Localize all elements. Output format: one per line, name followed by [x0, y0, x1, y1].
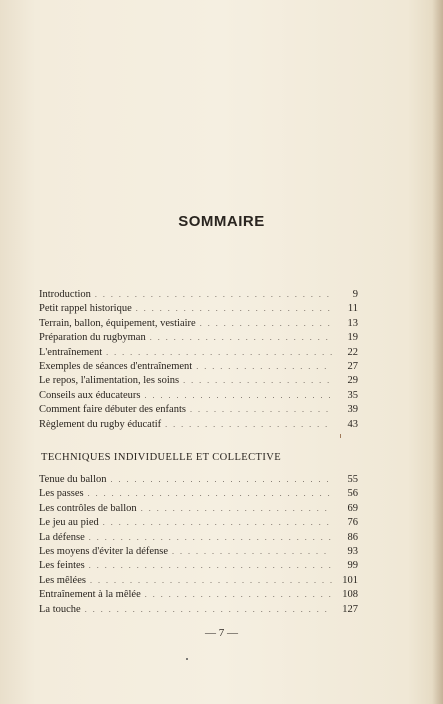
toc-entry-page: 56	[347, 488, 358, 500]
dot-leader	[165, 418, 332, 432]
dot-leader	[106, 346, 332, 360]
toc-entry	[39, 331, 358, 345]
toc-entry-label: Les mêlées	[39, 574, 86, 586]
toc-entry-page: 13	[347, 317, 358, 329]
toc-entry	[39, 403, 358, 417]
toc-entry-page: 35	[347, 389, 358, 401]
toc-entry-page: 108	[342, 589, 358, 601]
toc-entry-label: Les moyens d'éviter la défense	[39, 545, 169, 557]
toc-entry	[39, 487, 358, 501]
toc-entry-label: Conseils aux éducateurs	[39, 389, 141, 401]
toc-entry-page: 99	[347, 560, 358, 572]
toc-entry	[39, 531, 358, 545]
toc-entry	[39, 473, 358, 487]
toc-entry-page: 101	[342, 574, 358, 586]
toc-entry-label: Le jeu au pied	[39, 517, 99, 529]
toc-entry-label: Les feintes	[39, 560, 85, 572]
toc-entry	[39, 418, 358, 432]
dot-leader	[144, 389, 332, 403]
toc-entry-label: La défense	[39, 531, 85, 543]
page-number: — 7 —	[205, 627, 238, 639]
dot-leader	[88, 487, 332, 501]
toc-entry	[39, 360, 358, 374]
print-mark	[340, 434, 341, 438]
toc-entry-page: 43	[347, 418, 358, 430]
toc-entry-label: Les contrôles de ballon	[39, 502, 137, 514]
toc-entry	[39, 374, 358, 388]
dot-leader	[200, 317, 332, 331]
dot-leader	[196, 360, 332, 374]
toc-entry-label: La touche	[39, 603, 81, 615]
toc-entry-label: Règlement du rugby éducatif	[39, 418, 162, 430]
toc-entry-page: 27	[347, 360, 358, 372]
toc-entry	[39, 516, 358, 530]
dot-leader	[150, 331, 332, 345]
toc-entry-label: Comment faire débuter des enfants	[39, 404, 186, 416]
toc-entry-page: 29	[347, 375, 358, 387]
toc-entry	[39, 346, 358, 360]
toc-entry	[39, 288, 358, 302]
toc-entry-page: 69	[347, 502, 358, 514]
dot-leader	[136, 302, 332, 316]
toc-entry-page: 39	[347, 404, 358, 416]
toc-entry-page: 127	[342, 603, 358, 615]
dot-leader	[111, 473, 333, 487]
toc-entry	[39, 389, 358, 403]
toc-entry-label: Introduction	[39, 289, 91, 300]
toc-entry-label: L'entraînement	[39, 346, 103, 358]
toc-entry	[39, 574, 358, 588]
toc-entry-page: 76	[347, 517, 358, 529]
toc-entry	[39, 502, 358, 516]
toc-entry-page: 22	[347, 346, 358, 358]
dot-leader	[103, 516, 332, 530]
dot-leader	[85, 603, 332, 617]
toc-entry	[39, 302, 358, 316]
section-heading: TECHNIQUES INDIVIDUELLE ET COLLECTIVE	[41, 452, 282, 463]
toc-entry-label: Exemples de séances d'entraînement	[39, 360, 193, 372]
toc-entry-page: 55	[347, 474, 358, 485]
dot-leader	[89, 531, 332, 545]
toc-entry-page: 93	[347, 545, 358, 557]
toc-entry-page: 9	[352, 289, 358, 300]
toc-entry-page: 19	[347, 332, 358, 344]
print-speck	[186, 658, 188, 660]
toc-entry-label: Tenue du ballon	[39, 474, 107, 485]
toc-main-list	[39, 288, 358, 432]
toc-entry-label: Petit rappel historique	[39, 303, 132, 315]
dot-leader	[190, 403, 332, 417]
toc-entry	[39, 317, 358, 331]
dot-leader	[141, 502, 332, 516]
toc-entry	[39, 545, 358, 559]
dot-leader	[89, 559, 332, 573]
dot-leader	[95, 288, 332, 302]
toc-entry-label: Le repos, l'alimentation, les soins	[39, 375, 180, 387]
dot-leader	[90, 574, 332, 588]
dot-leader	[145, 588, 332, 602]
toc-entry-page: 11	[347, 303, 358, 315]
toc-entry-page: 86	[347, 531, 358, 543]
toc-techniques-list	[39, 473, 358, 617]
toc-entry	[39, 559, 358, 573]
toc-entry-label: Entraînement à la mêlée	[39, 589, 141, 601]
toc-entry-label: Les passes	[39, 488, 84, 500]
dot-leader	[183, 374, 332, 388]
page-title: SOMMAIRE	[178, 213, 265, 230]
toc-entry	[39, 603, 358, 617]
dot-leader	[172, 545, 332, 559]
toc-entry-label: Préparation du rugbyman	[39, 332, 146, 344]
toc-entry	[39, 588, 358, 602]
toc-entry-label: Terrain, ballon, équipement, vestiaire	[39, 317, 196, 329]
